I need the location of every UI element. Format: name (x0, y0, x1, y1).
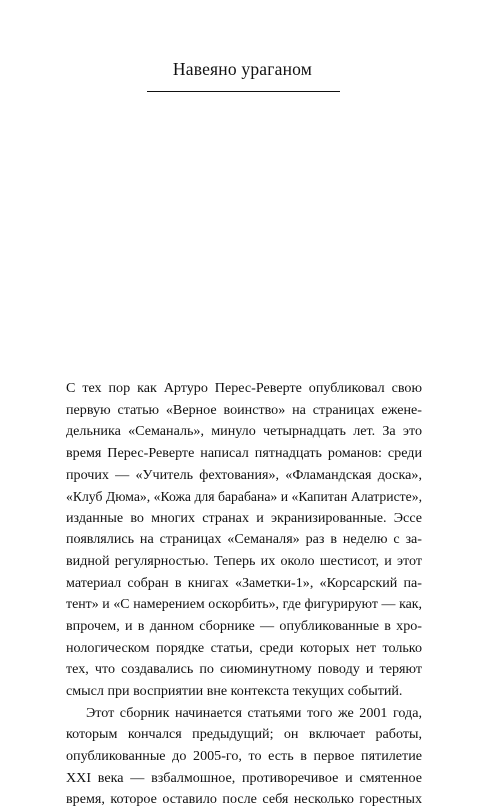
text-line: первую статью «Верное воинство» на страницах еженe- (66, 401, 422, 418)
text-line: Этот сборник начинается статьями того же 2001 года, (86, 704, 422, 721)
text-line: XXI века — взбалмошное, противоречивое и смятенное (66, 769, 422, 786)
text-line: нологическом порядке статьи, среди которых нет только (66, 639, 422, 656)
text-line: появлялись на страницах «Семаналя» раз в неделю с за- (66, 531, 422, 548)
title-underline-rule (147, 91, 340, 92)
text-line: изданные во многих странах и экранизированные. Эссе (66, 509, 422, 526)
text-line: тент» и «С намерением оскорбить», где фигурируют — как, (66, 597, 422, 613)
text-line: время Перес-Реверте написал пятнадцать романов: среди (66, 444, 422, 461)
text-line: видной регулярностью. Теперь их около шестисот, и этот (66, 553, 422, 570)
text-line: «Клуб Дюма», «Кожа для барабана» и «Капитан Алатристе», (66, 489, 422, 505)
text-line: дельника «Семаналь», минуло четырнадцать лет. За это (66, 423, 422, 440)
body-text (66, 378, 422, 811)
text-line: впрочем, и в данном сборнике — опубликованные в хро- (66, 618, 422, 635)
text-line: опубликованные до 2005-го, то есть в первое пятилетие (66, 747, 422, 764)
text-line: прочих — «Учитель фехтования», «Фламандская доска», (66, 466, 422, 483)
text-line: материал собран в книгах «Заметки-1», «Корсарский па- (66, 574, 422, 591)
text-line: С тех пор как Артуро Перес-Реверте опубликовал свою (66, 380, 422, 396)
text-line: тех, что создавались по сиюминутному поводу и теряют (66, 661, 422, 678)
chapter-title: Навеяно ураганом (172, 59, 313, 79)
text-line: смысл при восприятии вне контекста текущих событий. (66, 682, 403, 699)
text-line: которым кончался предыдущий; он включает работы, (66, 726, 422, 743)
text-line: время, которое оставило после себя несколько горестных (66, 791, 422, 808)
